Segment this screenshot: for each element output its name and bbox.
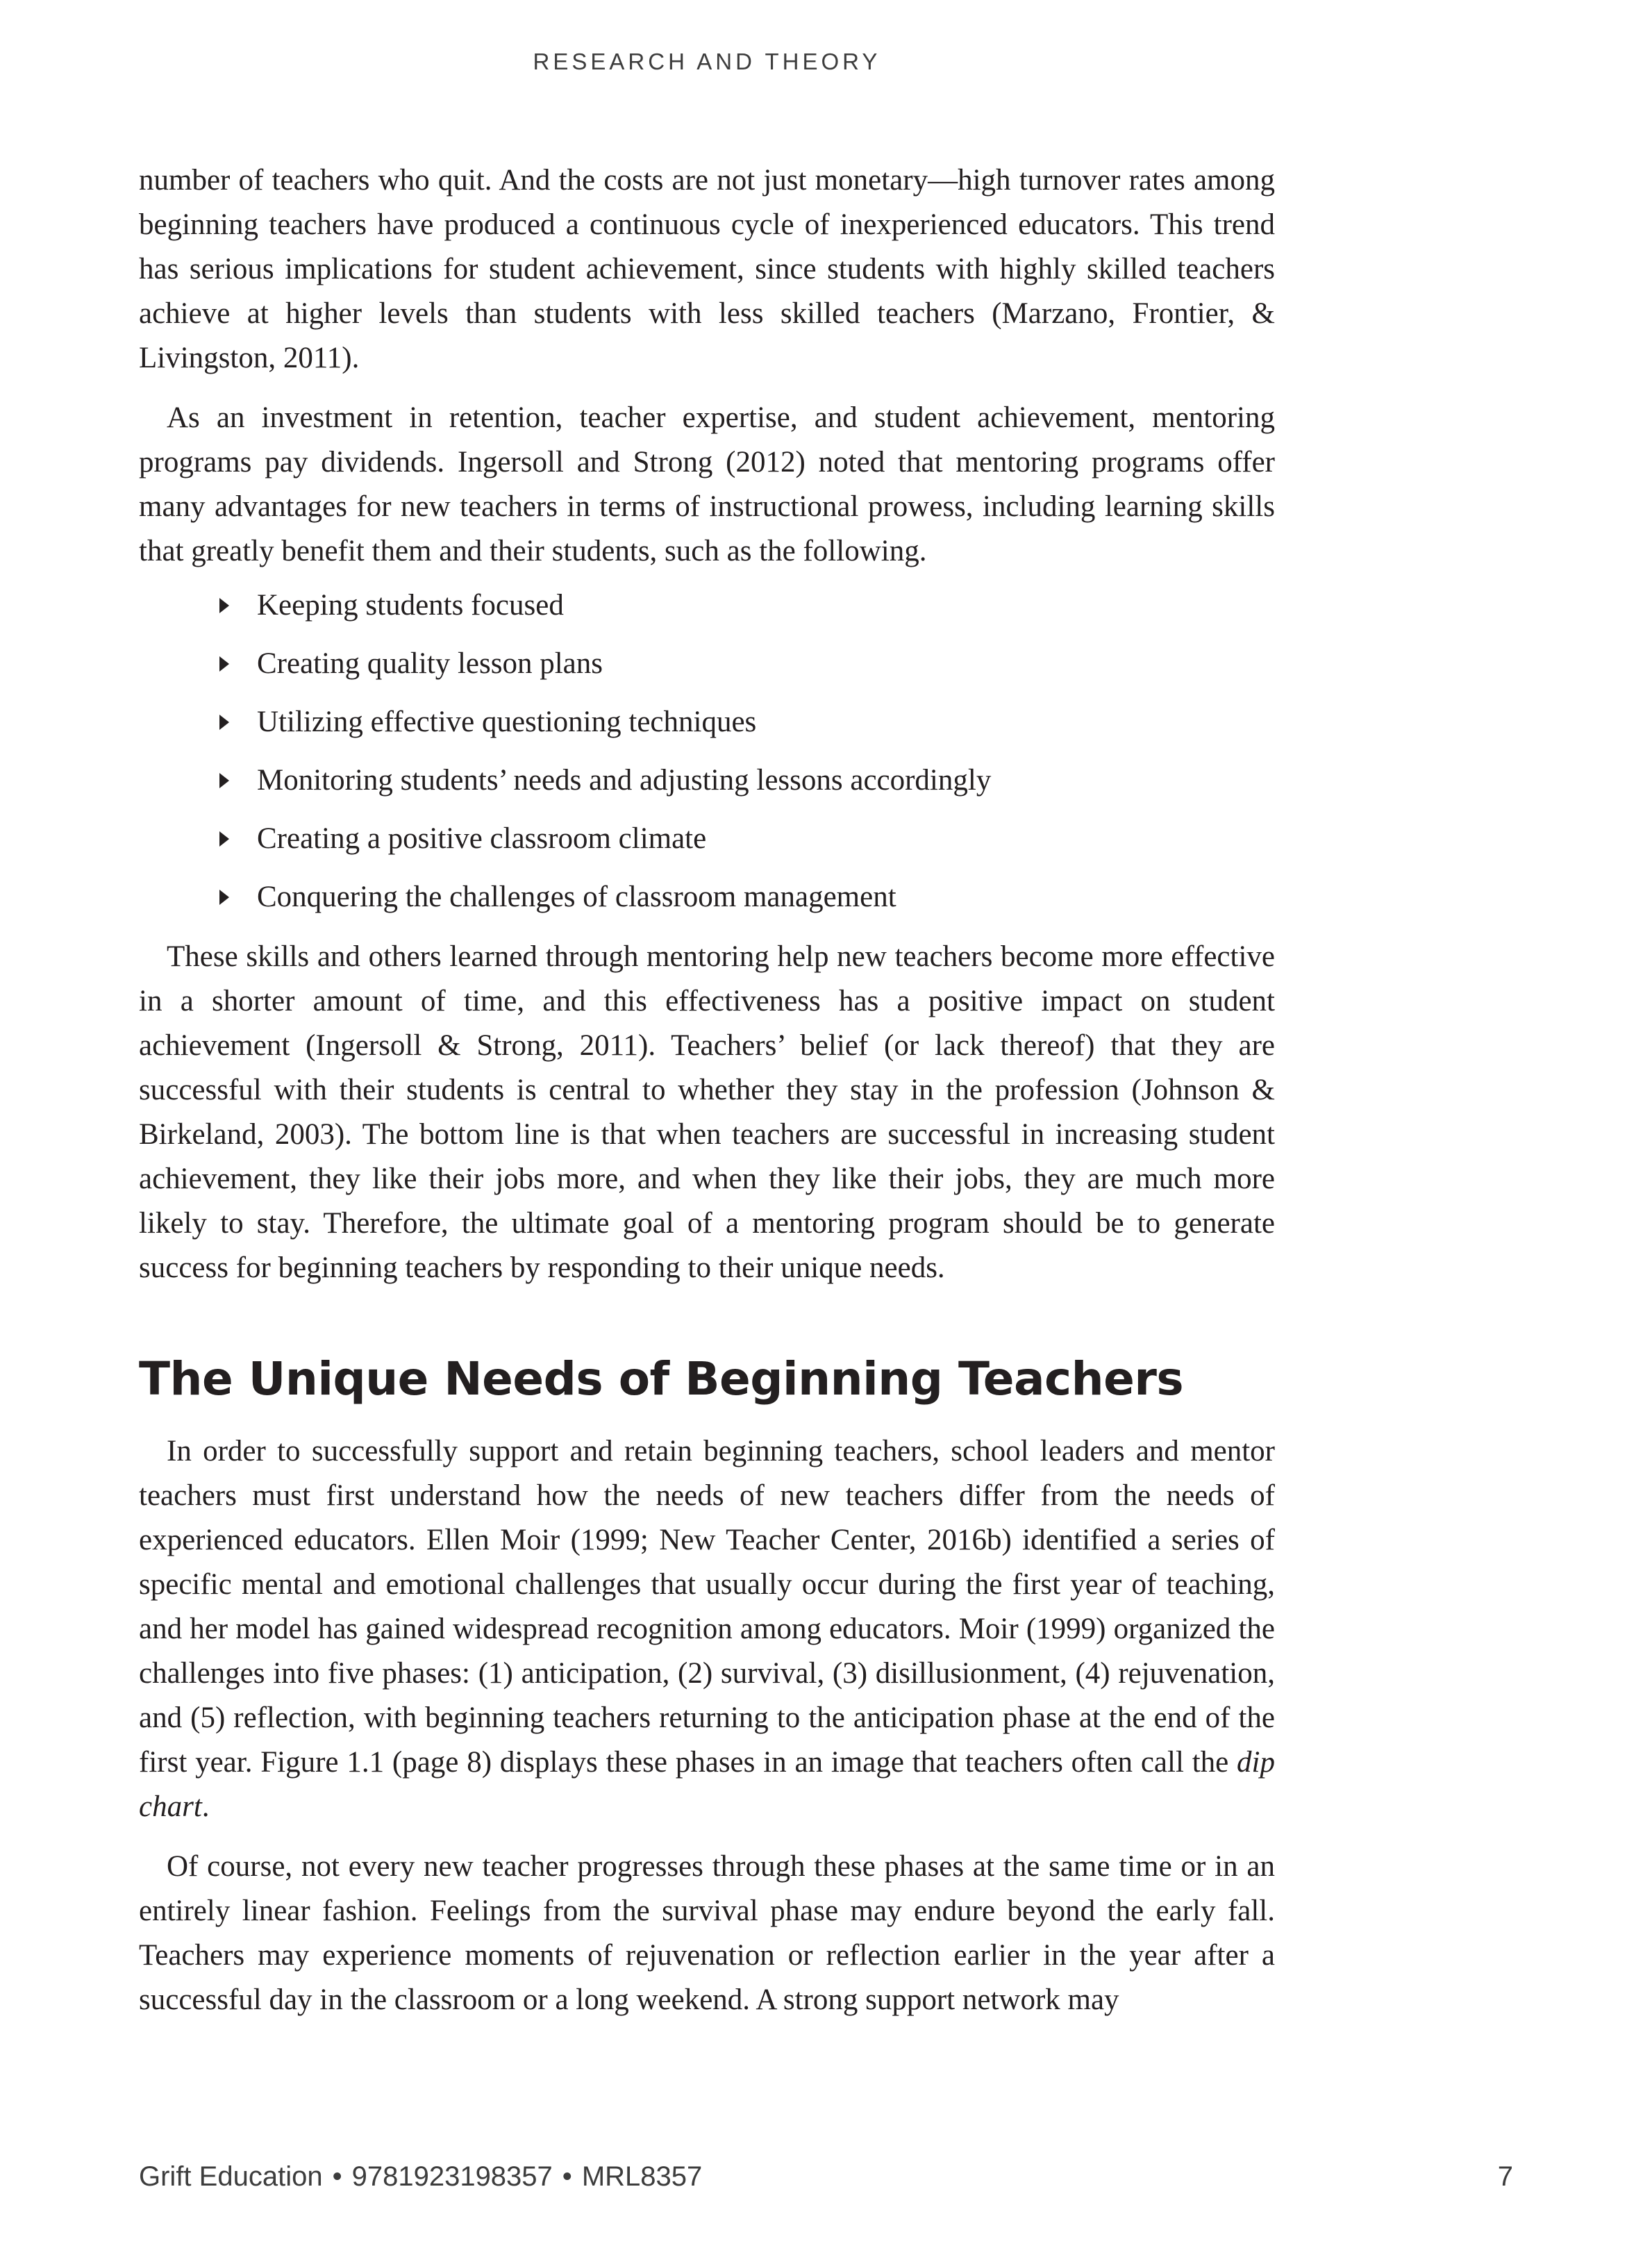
triangle-bullet-icon: [219, 656, 229, 672]
list-item: Creating quality lesson plans: [214, 642, 1275, 686]
paragraph-turnover-costs: number of teachers who quit. And the costs are not just monetary—high turnover rates among beginning teachers have produced a continuous cycle of inexperienced educators. This trend has serious implications for student achievement, since students with highly skilled teachers achieve at higher levels than students with less skilled teachers (Marzano, Frontier, & Livingston, 2011).: [139, 164, 1275, 374]
list-item: Monitoring students’ needs and adjusting lessons accordingly: [214, 758, 1275, 803]
main-text: [139, 158, 1275, 2022]
paragraph-nonlinear-progress: Of course, not every new teacher progresses through these phases at the same time or in an entirely linear fashion. Feelings from the survival phase may endure beyond the early fall. Teachers may experience moments of rejuvenation or reflection earlier in the year after a successful day in the classroom or a long weekend. A strong support network may: [139, 1850, 1275, 2016]
product-code: MRL8357: [581, 2161, 703, 2192]
dip-chart-term: dip chart: [139, 1746, 1275, 1823]
list-item: Utilizing effective questioning techniques: [214, 700, 1275, 744]
isbn: 9781923198357: [351, 2161, 553, 2192]
triangle-bullet-icon: [219, 715, 229, 730]
list-item: Keeping students focused: [214, 583, 1275, 628]
section-heading: The Unique Needs of Beginning Teachers: [139, 1352, 1184, 1406]
page-number: 7: [1497, 2161, 1513, 2192]
list-item: Conquering the challenges of classroom management: [214, 875, 1275, 920]
paragraph-moir-phases: In order to successfully support and retain beginning teachers, school leaders and mentor teachers must first understand how the needs of new teachers differ from the needs of experienced educators. Ellen Moir (1999; New Teacher Center, 2016b) identified a series of specific mental and emotional challenges that usually occur during the first year of teaching, and her model has gained widespread recognition among educators. Moir (1999) organized the challenges into five phases: (1) anticipation, (2) survival, (3) disillusionment, (4) rejuvenation, and (5) reflection, with beginning teachers returning to the anticipation phase at the end of the first year. Figure 1.1 (page 8) displays these phases in an image that teachers often call the dip chart.: [139, 1435, 1275, 1823]
triangle-bullet-icon: [219, 773, 229, 788]
footer-publisher-info: [139, 2161, 702, 2193]
triangle-bullet-icon: [219, 598, 229, 613]
triangle-bullet-icon: [219, 890, 229, 905]
publisher-name: Grift Education: [139, 2161, 323, 2192]
footer-separator: •: [332, 2161, 342, 2192]
triangle-bullet-icon: [219, 831, 229, 847]
running-head: RESEARCH AND THEORY: [533, 49, 881, 74]
footer-separator: •: [562, 2161, 572, 2192]
list-item: Creating a positive classroom climate: [214, 817, 1275, 861]
skills-bullet-list: [139, 583, 1275, 920]
paragraph-skills-impact: These skills and others learned through mentoring help new teachers become more effective in a shorter amount of time, and this effectiveness has a positive impact on student achievement (Ingersoll & Strong, 2011). Teachers’ belief (or lack thereof) that they are successful with their students is central to whether they stay in the profession (Johnson & Birkeland, 2003). The bottom line is that when teachers are successful in increasing student achievement, they like their jobs more, and when they like their jobs, they are much more likely to stay. Therefore, the ultimate goal of a mentoring program should be to generate success for beginning teachers by responding to their unique needs.: [139, 940, 1275, 1284]
paragraph-mentoring-dividends: As an investment in retention, teacher expertise, and student achievement, mentoring programs pay dividends. Ingersoll and Strong (2012) noted that mentoring programs offer many advantages for new teachers in terms of instructional prowess, including learning skills that greatly benefit them and their students, such as the following.: [139, 401, 1275, 567]
